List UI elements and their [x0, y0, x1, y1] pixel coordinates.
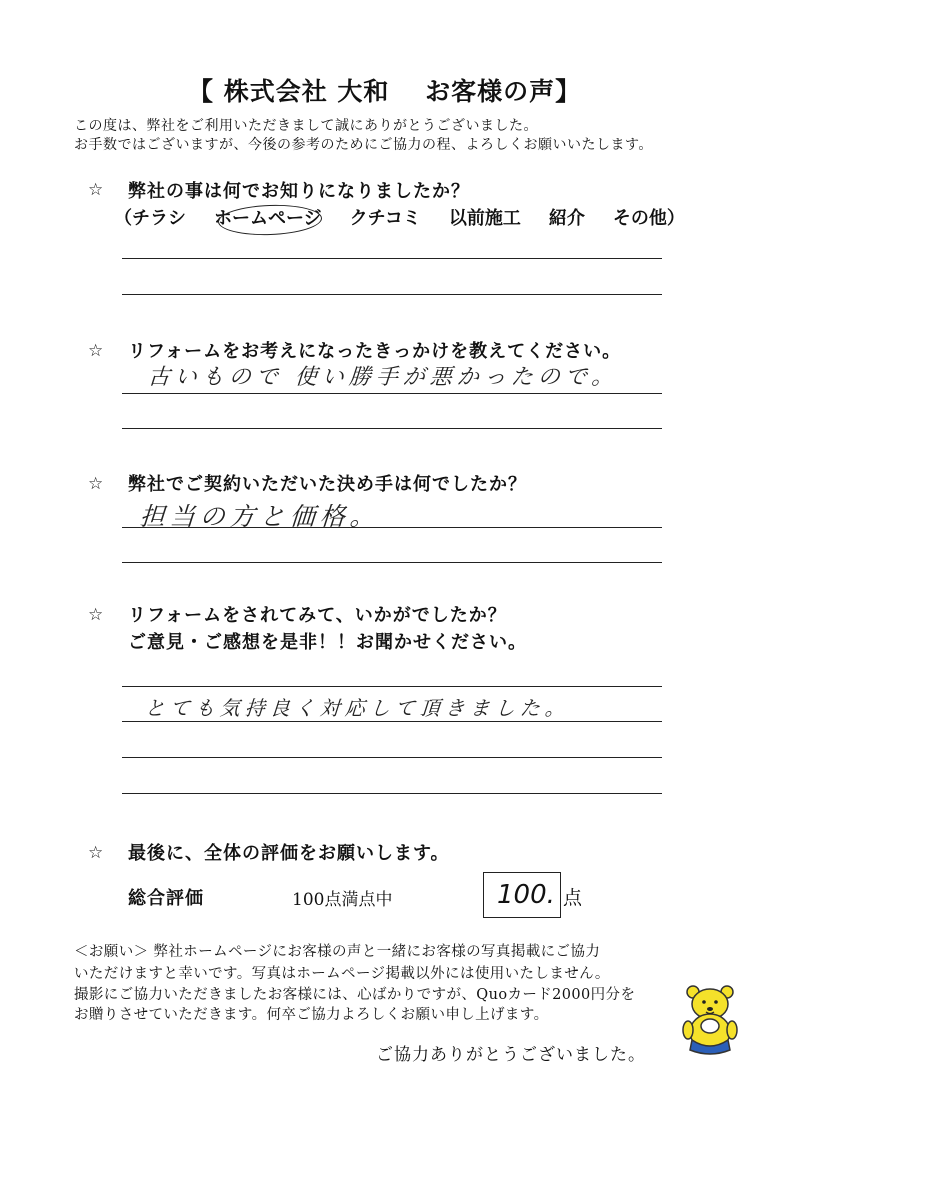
score-unit: 点	[563, 887, 583, 909]
option-referral: 紹介	[548, 208, 585, 229]
request-note-line-3: 撮影にご協力いただきましたお客様には、心ばかりですが、Quoカード2000円分を	[74, 987, 636, 1003]
question-3: 弊社でご契約いただいた決め手は何でしたか？	[128, 474, 527, 495]
option-flyer: チラシ	[132, 208, 186, 229]
handwritten-answer-2: 古いもので 使い勝手が悪かったので。	[146, 365, 620, 390]
question-1-options	[114, 204, 685, 230]
question-4-line-1: リフォームをされてみて、いかがでしたか？	[128, 605, 507, 626]
star-bullet-1: ☆	[88, 180, 104, 200]
intro-line-1: この度は、弊社をご利用いただきまして誠にありがとうございました。	[74, 118, 538, 134]
closing-thanks: ご協力ありがとうございました。	[376, 1045, 646, 1065]
option-previous-work: 以前施工	[448, 208, 521, 229]
question-2: リフォームをお考えになったきっかけを教えてください。	[128, 341, 622, 362]
answer-line	[122, 562, 662, 563]
answer-line	[122, 294, 662, 295]
star-bullet-3: ☆	[88, 474, 104, 494]
answer-line	[122, 258, 662, 259]
answer-line	[122, 757, 662, 758]
star-bullet-5: ☆	[88, 843, 104, 863]
question-5: 最後に、全体の評価をお願いします。	[128, 843, 450, 864]
options-close-paren: ）	[666, 208, 685, 229]
option-word-of-mouth: クチコミ	[349, 208, 421, 229]
answer-line	[122, 527, 662, 528]
request-note-line-4: お贈りさせていただきます。何卒ご協力よろしくお願い申し上げます。	[74, 1007, 549, 1023]
answer-line	[122, 393, 662, 394]
option-homepage: ホームページ	[214, 208, 322, 229]
bear-mascot-icon	[680, 982, 742, 1058]
answer-line	[122, 686, 662, 687]
page-title: 【 株式会社 大和 お客様の声】	[188, 77, 582, 106]
question-1: 弊社の事は何でお知りになりましたか？	[128, 181, 470, 202]
intro-line-2: お手数ではございますが、今後の参考のためにご協力の程、よろしくお願いいたします。	[74, 137, 653, 153]
handwritten-answer-3: 担当の方と価格。	[138, 502, 381, 531]
option-other: その他	[612, 208, 667, 229]
handwritten-answer-4: とても気持良く対応して頂きました。	[144, 696, 571, 720]
question-4-line-2: ご意見・ご感想を是非！！お聞かせください。	[128, 632, 527, 653]
request-note-line-2: いただけますと幸いです。写真はホームページ掲載以外には使用いたしません。	[74, 966, 610, 982]
request-note-line-1: ＜お願い＞ 弊社ホームページにお客様の声と一緒にお客様の写真掲載にご協力	[74, 944, 601, 960]
answer-line	[122, 793, 662, 794]
options-open-paren: （	[114, 208, 132, 229]
star-bullet-4: ☆	[88, 605, 104, 625]
handwritten-score: 100.	[497, 880, 555, 910]
rating-scale-label: 100点満点中	[292, 890, 393, 910]
answer-line	[122, 428, 662, 429]
answer-line	[122, 721, 662, 722]
star-bullet-2: ☆	[88, 341, 104, 361]
overall-rating-label: 総合評価	[128, 888, 204, 909]
